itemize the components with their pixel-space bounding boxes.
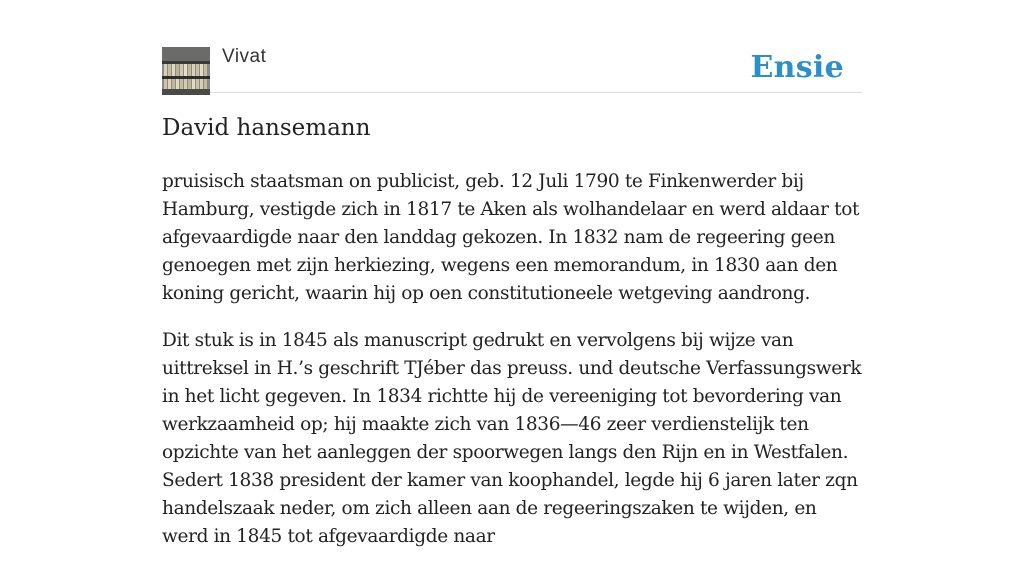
source-name[interactable]: Vivat bbox=[222, 46, 267, 67]
bookshelf-avatar-icon bbox=[162, 47, 210, 95]
avatar[interactable] bbox=[162, 47, 210, 95]
article-title: David hansemann bbox=[162, 115, 371, 141]
brand-logo[interactable]: Ensie bbox=[750, 50, 844, 85]
article-body bbox=[162, 168, 866, 570]
article-paragraph-1: pruisisch staatsman on publicist, geb. 12 Juli 1790 te Finkenwerder bij Hamburg, vestigde zich in 1817 te Aken als wolhandelaar en werd aldaar tot afgevaardigde naar den landdag gekozen. In 1832 nam de regeering geen genoegen met zijn herkiezing, wegens een memorandum, in 1830 aan den koning gericht, waarin hij op oen constitutioneele wetgeving aandrong. bbox=[162, 171, 860, 304]
article-paragraph-2: Dit stuk is in 1845 als manuscript gedrukt en vervolgens bij wijze van uittreksel in H.’s geschrift TJéber das preuss. und deutsche Verfassungswerk in het licht gegeven. In 1834 richtte hij de vereeniging tot bevordering van werkzaamheid op; hij maakte zich van 1836—46 zeer verdienstelijk ten opzichte van het aanleggen der spoorwegen langs den Rijn en in Westfalen. Sedert 1838 president der kamer van koophandel, legde hij 6 jaren later zqn handelszaak neder, om zich alleen aan de regeeringszaken te wijden, en werd in 1845 tot afgevaardigde naar bbox=[162, 330, 862, 547]
source-header bbox=[162, 44, 862, 93]
